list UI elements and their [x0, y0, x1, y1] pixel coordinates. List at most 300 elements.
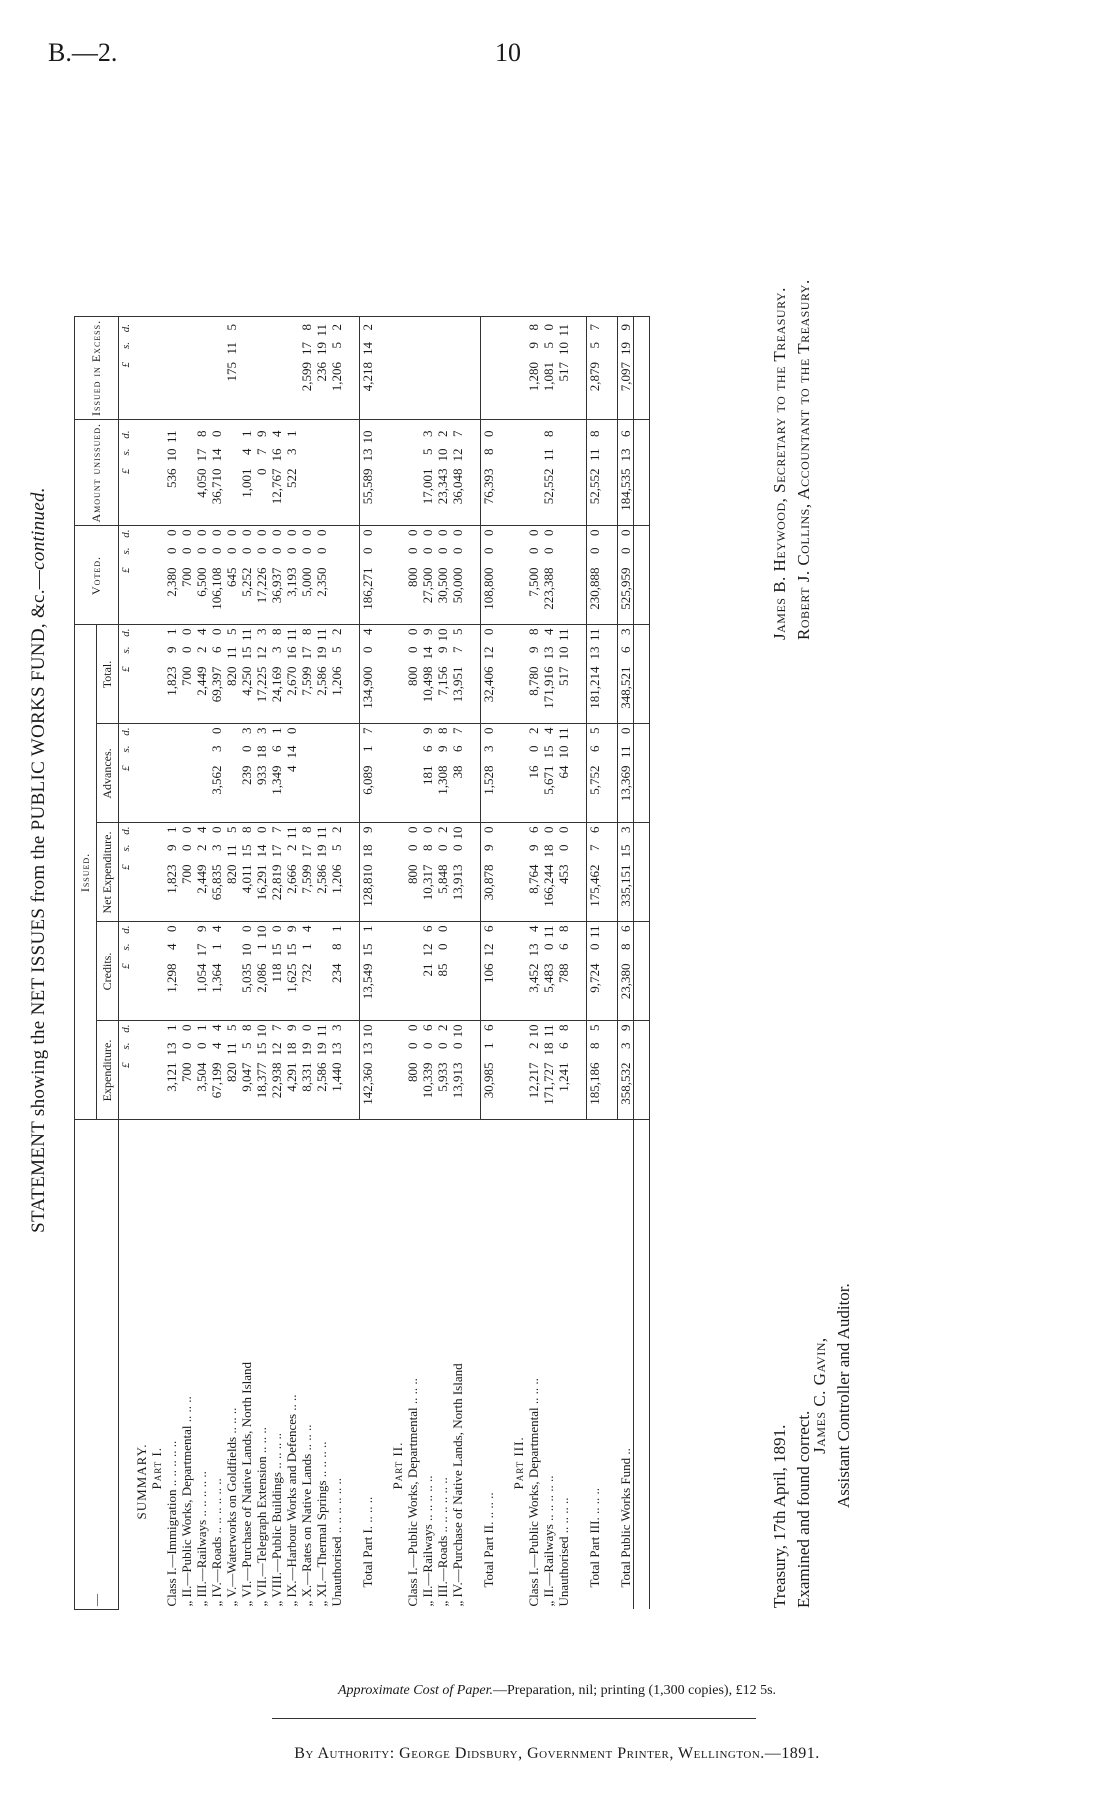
- value-cell: [209, 526, 224, 625]
- total-cell-shillings: 7: [587, 844, 602, 851]
- lsd-s: s.: [120, 448, 132, 456]
- total-cell: [481, 625, 497, 724]
- lsd-cell: [119, 1021, 135, 1120]
- empty-cell: [571, 724, 587, 823]
- value-cell-pence: 1: [239, 430, 254, 437]
- value-cell-pence: 8: [541, 430, 556, 437]
- empty-cell: [344, 316, 360, 419]
- value-cell-shillings: 0: [179, 1042, 194, 1049]
- advances-header: Advances.: [97, 724, 119, 823]
- empty-cell: [375, 823, 390, 922]
- total-cell-pence: 11: [587, 925, 602, 939]
- value-cell-pence: 1: [194, 1024, 209, 1031]
- value-cell: [179, 419, 194, 526]
- examined-note: Examined and found correct.: [794, 1410, 813, 1608]
- value-cell-pounds: 5,671: [541, 765, 556, 795]
- value-cell: [405, 419, 420, 526]
- value-cell-pounds: 820: [224, 1062, 239, 1082]
- value-cell: [284, 724, 299, 823]
- value-cell-pence: 0: [314, 529, 329, 536]
- total-cell: [587, 724, 603, 823]
- value-cell: [329, 316, 344, 419]
- value-cell-pounds: 118: [269, 963, 284, 983]
- value-cell-pence: 0: [284, 529, 299, 536]
- value-cell-pence: 0: [526, 529, 541, 536]
- value-cell: [314, 419, 329, 526]
- table-row: [314, 316, 329, 1609]
- value-cell: [329, 1021, 344, 1120]
- value-cell-pounds: 12,217: [526, 1062, 541, 1099]
- value-cell-shillings: 0: [526, 745, 541, 752]
- total-cell-pence: 10: [360, 430, 375, 444]
- value-cell-pounds: 1,054: [194, 963, 209, 993]
- empty-cell: [344, 1021, 360, 1120]
- value-cell-shillings: 0: [224, 547, 239, 554]
- empty-cell: [571, 419, 587, 526]
- value-cell-pence: 7: [450, 727, 465, 734]
- empty-cell: [634, 823, 650, 922]
- value-cell-shillings: 19: [314, 341, 329, 355]
- value-cell-shillings: 14: [284, 745, 299, 759]
- value-cell-pounds: 2,586: [314, 666, 329, 696]
- total-cell: [481, 922, 497, 1021]
- empty-cell: [149, 526, 164, 625]
- value-cell: [450, 625, 465, 724]
- total-cell: [587, 625, 603, 724]
- total-cell-pence: 1: [360, 925, 375, 932]
- value-cell-pounds: 1,298: [164, 963, 179, 993]
- empty-cell: [634, 316, 650, 419]
- value-cell: [405, 922, 420, 1021]
- value-cell: [209, 724, 224, 823]
- spacer: [571, 1120, 587, 1610]
- grand-total-cell-pounds: 184,535: [618, 468, 633, 511]
- value-cell-pence: 11: [284, 628, 299, 642]
- value-cell: [239, 1021, 254, 1120]
- value-cell-pounds: 1,440: [329, 1062, 344, 1092]
- value-cell-shillings: 13: [329, 1042, 344, 1056]
- total-cell-pounds: 30,878: [481, 864, 496, 901]
- empty-cell: [511, 1021, 526, 1120]
- value-cell-pence: 9: [284, 925, 299, 932]
- lsd-s: s.: [120, 1042, 132, 1050]
- value-cell-pence: 1: [269, 727, 284, 734]
- value-cell: [254, 1021, 269, 1120]
- value-cell-shillings: 11: [224, 844, 239, 858]
- value-cell-pounds: 5,848: [435, 864, 450, 894]
- value-cell-pence: 4: [209, 1024, 224, 1031]
- value-cell-shillings: 17: [299, 341, 314, 355]
- value-cell-pence: 0: [299, 529, 314, 536]
- total-cell: [587, 419, 603, 526]
- total-cell: [481, 1021, 497, 1120]
- value-cell-pounds: 453: [556, 864, 571, 884]
- value-cell: [179, 526, 194, 625]
- value-cell-pence: 0: [209, 727, 224, 734]
- value-cell-shillings: 14: [209, 448, 224, 462]
- spacer: [344, 1120, 360, 1610]
- value-cell-shillings: 17: [269, 844, 284, 858]
- value-cell-shillings: 13: [526, 943, 541, 957]
- value-cell: [541, 1021, 556, 1120]
- row-label: Unauthorised .. .. .. .. .. ..: [329, 1477, 344, 1607]
- value-cell-pounds: 7,599: [299, 864, 314, 894]
- total-row: [360, 316, 376, 1609]
- value-cell-pence: 7: [450, 430, 465, 437]
- value-cell-pounds: 732: [299, 963, 314, 983]
- value-cell: [284, 316, 299, 419]
- spacer-row: [602, 316, 618, 1609]
- value-cell: [329, 419, 344, 526]
- value-cell-pence: 0: [299, 1024, 314, 1031]
- value-cell: [254, 526, 269, 625]
- total-cell: [481, 316, 497, 419]
- value-cell: [179, 1021, 194, 1120]
- value-cell-shillings: 19: [314, 844, 329, 858]
- lsd-row: [119, 316, 135, 1609]
- value-cell-pence: 10: [450, 1024, 465, 1038]
- value-cell-pence: 0: [269, 925, 284, 932]
- value-cell: [269, 922, 284, 1021]
- empty-cell: [511, 625, 526, 724]
- value-cell: [254, 419, 269, 526]
- empty-cell: [496, 823, 511, 922]
- value-cell: [420, 724, 435, 823]
- value-cell-pounds: 820: [224, 864, 239, 884]
- value-cell-shillings: 3: [209, 844, 224, 851]
- value-cell-pounds: 239: [239, 765, 254, 785]
- value-cell: [329, 823, 344, 922]
- total-cell-pounds: 142,360: [360, 1062, 375, 1105]
- value-cell: [420, 419, 435, 526]
- value-cell: [209, 922, 224, 1021]
- value-cell-pence: 11: [314, 628, 329, 642]
- value-cell-pence: 2: [526, 727, 541, 734]
- value-cell-pence: 3: [420, 430, 435, 437]
- value-cell-pounds: 171,727: [541, 1062, 556, 1105]
- value-cell-shillings: 15: [269, 943, 284, 957]
- grand-total-cell: [618, 625, 634, 724]
- value-cell-pence: 0: [164, 925, 179, 932]
- value-cell-pence: 2: [329, 826, 344, 833]
- value-cell-pounds: 800: [405, 666, 420, 686]
- total-cell-shillings: 0: [360, 646, 375, 653]
- value-cell-pence: 0: [405, 628, 420, 635]
- row-label: „ XI.—Thermal Springs .. .. .. ..: [314, 1441, 329, 1607]
- empty-cell: [602, 625, 618, 724]
- table-row: [239, 316, 254, 1609]
- grand-total-cell-pounds: 525,959: [618, 567, 633, 610]
- value-cell-shillings: 4: [164, 943, 179, 950]
- spacer-row: [571, 316, 587, 1609]
- value-cell-shillings: 15: [284, 943, 299, 957]
- grand-total-label: Total Public Works Fund ..: [618, 1120, 634, 1610]
- value-cell-pence: 0: [541, 826, 556, 833]
- value-cell-pounds: 3,452: [526, 963, 541, 993]
- value-cell: [526, 922, 541, 1021]
- value-cell-pence: 8: [299, 323, 314, 331]
- value-cell: [526, 625, 541, 724]
- value-cell-shillings: 9: [526, 341, 541, 349]
- value-cell-pounds: 2,449: [194, 666, 209, 696]
- lsd-s: s.: [120, 646, 132, 654]
- empty-cell: [375, 625, 390, 724]
- value-cell-pounds: 85: [435, 963, 450, 977]
- value-cell: [556, 823, 571, 922]
- value-cell-pounds: 1,206: [329, 864, 344, 894]
- value-cell-pounds: 1,206: [329, 666, 344, 696]
- empty-cell: [634, 1021, 650, 1120]
- value-cell-shillings: 6: [420, 745, 435, 752]
- total-cell-shillings: 13: [360, 448, 375, 462]
- spacer-row: [375, 316, 390, 1609]
- value-cell-pounds: 645: [224, 567, 239, 587]
- value-cell-pounds: 8,780: [526, 666, 541, 696]
- value-cell-pence: 8: [556, 1024, 571, 1031]
- value-cell: [541, 316, 556, 419]
- value-cell-shillings: 0: [526, 547, 541, 554]
- total-cell-shillings: 9: [481, 844, 496, 851]
- value-cell: [269, 625, 284, 724]
- value-cell: [526, 823, 541, 922]
- value-cell: [314, 526, 329, 625]
- value-cell-pence: 8: [299, 628, 314, 635]
- value-cell-pounds: 181: [420, 765, 435, 785]
- total-cell: [360, 419, 376, 526]
- value-cell-pounds: 18,377: [254, 1062, 269, 1099]
- total-label: Total Part I. .. .. ..: [359, 1496, 375, 1588]
- value-cell-pence: 11: [314, 826, 329, 840]
- empty-cell: [390, 724, 405, 823]
- value-cell-pounds: 800: [405, 567, 420, 587]
- lsd-d: d.: [120, 826, 132, 835]
- value-cell: [299, 1021, 314, 1120]
- empty-cell: [344, 526, 360, 625]
- value-cell-shillings: 17: [299, 646, 314, 660]
- value-cell: [209, 823, 224, 922]
- value-cell-pounds: 1,625: [284, 963, 299, 993]
- grand-total-cell-pounds: 7,097: [618, 361, 633, 392]
- value-cell-pounds: 2,449: [194, 864, 209, 894]
- value-cell-shillings: 17: [194, 448, 209, 462]
- value-cell-pounds: 69,397: [209, 666, 224, 703]
- value-cell-pence: 8: [299, 826, 314, 833]
- value-cell-shillings: 18: [541, 844, 556, 858]
- value-cell-pence: 1: [164, 826, 179, 833]
- total-cell-shillings: 8: [481, 448, 496, 455]
- value-cell-shillings: 11: [541, 448, 556, 462]
- value-cell-pence: 2: [435, 1024, 450, 1031]
- total-cell-pounds: 2,879: [587, 361, 602, 392]
- value-cell-pence: 8: [194, 430, 209, 437]
- value-cell-shillings: 5: [329, 341, 344, 349]
- empty-cell: [465, 1021, 481, 1120]
- empty-cell: [511, 922, 526, 1021]
- value-cell-shillings: 9: [435, 646, 450, 653]
- value-cell-pence: 3: [254, 628, 269, 635]
- spacer: [465, 1120, 481, 1610]
- value-cell: [450, 724, 465, 823]
- total-row: [481, 316, 497, 1609]
- value-cell: [314, 724, 329, 823]
- value-cell-pence: 0: [239, 529, 254, 536]
- value-cell-pounds: 1,280: [526, 361, 541, 392]
- value-cell-shillings: 1: [299, 943, 314, 950]
- empty-cell: [571, 922, 587, 1021]
- grand-total-cell-shillings: 11: [618, 745, 633, 759]
- value-cell-pounds: 517: [556, 666, 571, 686]
- value-cell: [420, 526, 435, 625]
- total-cell-pence: 4: [360, 628, 375, 635]
- total-cell-pounds: 76,393: [481, 468, 496, 505]
- value-cell-pounds: 21: [420, 963, 435, 977]
- value-cell: [164, 316, 179, 419]
- row-label: „ VII.—Telegraph Extension .. .. ..: [254, 1427, 269, 1607]
- part-heading: Part I.: [149, 1446, 164, 1490]
- total-cell-pounds: 128,810: [360, 864, 375, 907]
- grand-total-cell-pence: 0: [618, 727, 633, 734]
- value-cell-pence: 1: [284, 430, 299, 437]
- value-cell: [224, 316, 239, 419]
- empty-cell: [149, 419, 164, 526]
- table-row: [435, 316, 450, 1609]
- value-cell: [450, 922, 465, 1021]
- grand-total-cell: [618, 922, 634, 1021]
- empty-cell: [511, 526, 526, 625]
- value-cell-shillings: 12: [450, 448, 465, 462]
- value-cell-pounds: 8,764: [526, 864, 541, 894]
- total-cell: [481, 419, 497, 526]
- value-cell-pounds: 24,169: [269, 666, 284, 703]
- empty-cell: [390, 316, 405, 419]
- value-cell: [435, 823, 450, 922]
- value-cell-pounds: 23,343: [435, 468, 450, 505]
- value-cell-shillings: 2: [284, 844, 299, 851]
- value-cell-shillings: 2: [194, 646, 209, 653]
- value-cell-shillings: 0: [405, 646, 420, 653]
- value-cell-pounds: 10,317: [420, 864, 435, 901]
- value-cell: [329, 526, 344, 625]
- value-cell-shillings: 0: [179, 844, 194, 851]
- summary-label: SUMMARY.: [134, 1443, 149, 1520]
- value-cell: [541, 625, 556, 724]
- value-cell-pounds: 17,001: [420, 468, 435, 505]
- empty-cell: [571, 625, 587, 724]
- value-cell: [435, 526, 450, 625]
- spacer-row: [634, 316, 650, 1609]
- empty-cell: [511, 823, 526, 922]
- value-cell-pence: 0: [556, 826, 571, 833]
- grand-total-cell-pounds: 348,521: [618, 666, 633, 709]
- value-cell-pence: 10: [450, 826, 465, 840]
- empty-cell: [134, 316, 149, 419]
- empty-cell: [149, 1021, 164, 1120]
- empty-cell: [375, 724, 390, 823]
- empty-cell: [134, 922, 149, 1021]
- value-cell: [194, 526, 209, 625]
- value-cell-pounds: 1,001: [239, 468, 254, 498]
- grand-total-cell-pounds: 13,369: [618, 765, 633, 802]
- value-cell: [179, 316, 194, 419]
- total-cell-pence: 5: [587, 727, 602, 734]
- value-cell-shillings: 17: [299, 844, 314, 858]
- value-cell: [526, 316, 541, 419]
- value-cell-pence: 11: [556, 323, 571, 337]
- empty-cell: [344, 823, 360, 922]
- value-cell-pounds: 16: [526, 765, 541, 779]
- value-cell-shillings: 0: [435, 943, 450, 950]
- row-label: „ IV.—Purchase of Native Lands, North Island: [450, 1363, 465, 1607]
- value-cell-shillings: 6: [556, 1042, 571, 1049]
- row-label: „ V.—Waterworks on Goldfields .. .. ..: [224, 1407, 239, 1607]
- lsd-d: d.: [120, 727, 132, 736]
- value-cell: [405, 316, 420, 419]
- value-cell: [254, 316, 269, 419]
- value-cell-pounds: 5,252: [239, 567, 254, 597]
- total-cell-pounds: 106: [481, 963, 496, 983]
- value-cell-pounds: 166,244: [541, 864, 556, 907]
- value-cell-pence: 6: [420, 1024, 435, 1031]
- grand-total-cell-shillings: 13: [618, 448, 633, 462]
- lsd-s: s.: [120, 943, 132, 951]
- value-cell: [329, 724, 344, 823]
- total-cell-pence: 6: [481, 1024, 496, 1031]
- total-cell-pence: 0: [481, 727, 496, 734]
- value-cell-shillings: 4: [239, 448, 254, 455]
- value-cell-pounds: 36,937: [269, 567, 284, 604]
- excess-header: Issued in Excess.: [75, 316, 119, 419]
- value-cell: [541, 526, 556, 625]
- value-cell: [284, 625, 299, 724]
- value-cell: [299, 316, 314, 419]
- page-number: 10: [495, 38, 521, 67]
- value-cell-pence: 0: [254, 826, 269, 833]
- value-cell: [435, 419, 450, 526]
- spacer: [375, 1120, 390, 1610]
- value-cell-shillings: 0: [435, 547, 450, 554]
- value-cell-pounds: 7,500: [526, 567, 541, 597]
- total-label: Total Part II. .. .. ..: [480, 1492, 496, 1588]
- value-cell-shillings: 0: [239, 547, 254, 554]
- empty-cell: [496, 922, 511, 1021]
- value-cell: [224, 823, 239, 922]
- value-cell: [194, 823, 209, 922]
- lsd-cell: [119, 625, 135, 724]
- value-cell-pounds: 7,599: [299, 666, 314, 696]
- value-cell: [541, 419, 556, 526]
- value-cell-shillings: 14: [254, 844, 269, 858]
- value-cell-pounds: 1,349: [269, 765, 284, 795]
- spacer-row: [496, 316, 511, 1609]
- value-cell: [299, 724, 314, 823]
- lsd-cell: [119, 419, 135, 526]
- row-label: Class I.—Public Works, Departmental .. .. ..: [405, 1378, 420, 1607]
- row-label: „ II.—Public Works, Departmental .. .. ..: [179, 1396, 194, 1607]
- row-label: Class I.—Public Works, Departmental .. .. ..: [526, 1378, 541, 1607]
- value-cell-pence: 0: [164, 529, 179, 536]
- empty-cell: [571, 1021, 587, 1120]
- value-cell: [209, 625, 224, 724]
- empty-cell: [390, 419, 405, 526]
- empty-cell: [634, 526, 650, 625]
- value-cell-shillings: 18: [254, 745, 269, 759]
- value-cell-pence: 5: [224, 1024, 239, 1031]
- total-cell-pence: 2: [360, 323, 375, 331]
- value-cell: [224, 724, 239, 823]
- value-cell-pence: 11: [284, 826, 299, 840]
- value-cell-pounds: 1,364: [209, 963, 224, 993]
- value-cell: [405, 1021, 420, 1120]
